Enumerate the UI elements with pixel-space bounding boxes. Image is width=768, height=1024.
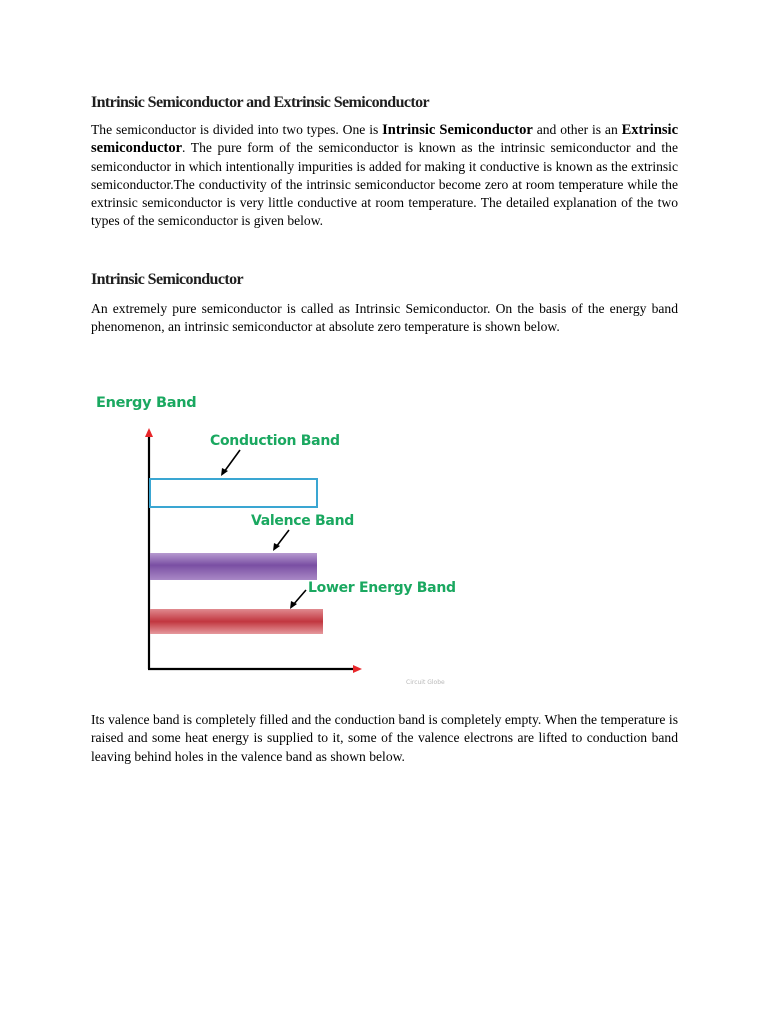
intrinsic-paragraph: An extremely pure semiconductor is called as Intrinsic Semiconductor. On the basis of the energy band phenomenon, an intrinsic semiconductor at absolute zero temperature is shown below. [91, 301, 678, 335]
x-axis-arrow-icon [353, 665, 362, 673]
lower-pointer-arrow [293, 590, 306, 605]
intro-text-2: and other is an [532, 122, 622, 137]
valence-band [150, 553, 317, 580]
conduction-band-label: Conduction Band [210, 433, 340, 449]
main-heading: Intrinsic Semiconductor and Extrinsic Semiconductor [91, 94, 430, 111]
intrinsic-heading: Intrinsic Semiconductor [91, 271, 243, 288]
lower-energy-band [150, 609, 323, 634]
figure-credit: Circuit Globe [406, 679, 445, 686]
intro-paragraph [91, 121, 678, 231]
lower-energy-band-label: Lower Energy Band [308, 580, 456, 596]
energy-band-diagram [88, 388, 468, 694]
intrinsic-term: Intrinsic Semiconductor [382, 122, 533, 138]
conduction-pointer-arrow [224, 450, 240, 472]
y-axis-arrow-icon [145, 428, 153, 437]
valence-band-label: Valence Band [251, 513, 354, 529]
intro-text-1: The semiconductor is divided into two types. One is [91, 122, 383, 137]
extrinsic-term: Extrinsic semiconductor [91, 122, 679, 157]
figure-title: Energy Band [96, 395, 197, 411]
valence-paragraph: Its valence band is completely filled and the conduction band is completely empty. When the temperature is raised and some heat energy is supplied to it, some of the valence electrons are lifted to conduction band leaving behind holes in the valence band as shown below. [91, 712, 678, 764]
conduction-band [150, 479, 317, 507]
valence-pointer-arrow [276, 530, 289, 547]
intro-text-3: . The pure form of the semiconductor is known as the intrinsic semiconductor and the semiconductor in which intentionally impurities is added for making it conductive is known as the extrinsic semiconductor.The conductivity of the intrinsic semiconductor become zero at room temperature while the extrinsic semiconductor is very little conductive at room temperature. The detailed explanation of the two types of the semiconductor is given below. [91, 140, 678, 229]
